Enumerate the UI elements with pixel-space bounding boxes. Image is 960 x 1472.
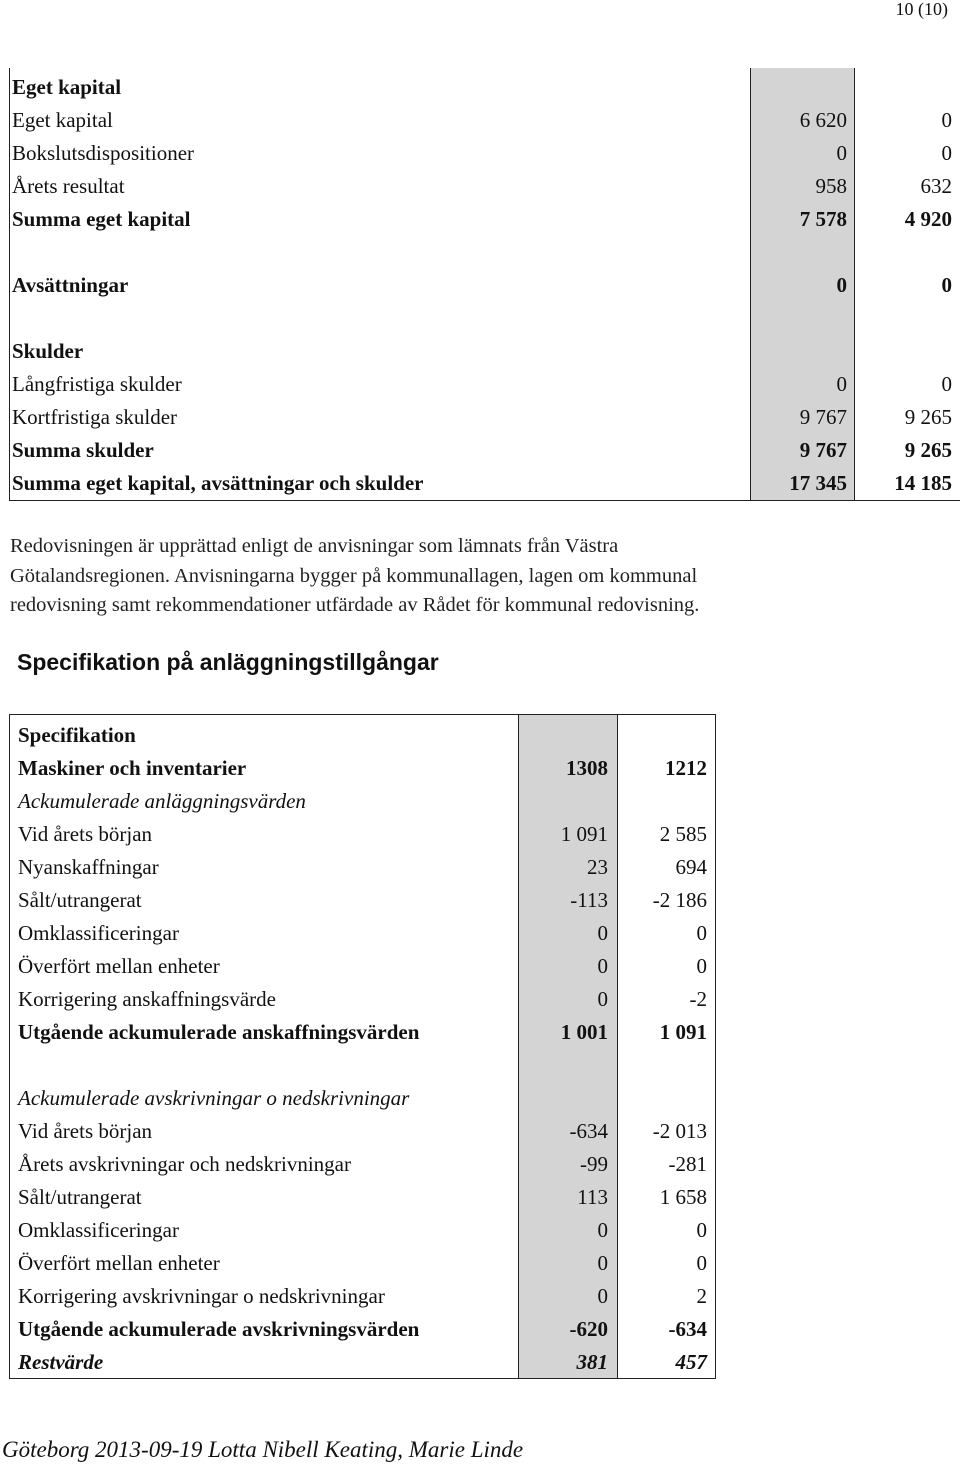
row-label: Ackumulerade avskrivningar o nedskrivningar <box>18 1086 410 1110</box>
section-heading: Specifikation på anläggningstillgångar <box>17 649 439 675</box>
previous-year-value: -634 <box>668 1317 707 1341</box>
current-year-value: 9 767 <box>799 438 847 462</box>
current-year-value: -99 <box>580 1152 608 1176</box>
previous-year-value: 9 265 <box>904 405 952 429</box>
previous-year-value: 0 <box>696 921 707 945</box>
signature-footer: Göteborg 2013-09-19 Lotta Nibell Keating, Marie Linde <box>2 1437 524 1462</box>
table-row <box>10 1049 715 1082</box>
row-label: Överfört mellan enheter <box>18 954 220 978</box>
table-row <box>10 1016 715 1049</box>
table-row <box>10 71 960 104</box>
previous-year-value: 0 <box>941 372 952 396</box>
table-row <box>10 917 715 950</box>
previous-year-value: 2 <box>696 1284 707 1308</box>
previous-year-value: 1 091 <box>659 1020 707 1044</box>
previous-year-value: -2 013 <box>652 1119 707 1143</box>
row-label: Bokslutsdispositioner <box>12 141 195 165</box>
table-row <box>10 170 960 203</box>
current-year-value: 1 001 <box>560 1020 608 1044</box>
current-year-value: 0 <box>597 954 608 978</box>
previous-year-value: 694 <box>675 855 707 879</box>
row-label: Årets resultat <box>12 174 125 198</box>
table-row <box>10 137 960 170</box>
table-row <box>10 851 715 884</box>
previous-year-value: 0 <box>941 108 952 132</box>
row-label: Summa eget kapital <box>12 207 191 231</box>
row-label: Summa skulder <box>12 438 154 462</box>
row-label: Kortfristiga skulder <box>12 405 178 429</box>
previous-year-value: 14 185 <box>894 471 952 495</box>
current-year-value: 0 <box>836 141 847 165</box>
current-year-value: 7 578 <box>799 207 847 231</box>
previous-year-value: 0 <box>696 954 707 978</box>
row-label: Utgående ackumulerade avskrivningsvärden <box>18 1317 420 1341</box>
table-row <box>10 1280 715 1313</box>
current-year-value: 0 <box>836 372 847 396</box>
table-row <box>10 1214 715 1247</box>
row-label: Långfristiga skulder <box>12 372 182 396</box>
table-row <box>10 467 960 500</box>
current-year-value: -634 <box>569 1119 608 1143</box>
table-row <box>10 203 960 236</box>
table-row <box>10 434 960 467</box>
previous-year-value: 4 920 <box>904 207 952 231</box>
previous-year-value: 0 <box>696 1251 707 1275</box>
current-year-value: 1308 <box>566 756 608 780</box>
table-row <box>10 719 715 752</box>
table-row <box>10 401 960 434</box>
current-year-value: 0 <box>836 273 847 297</box>
table-row <box>10 752 715 785</box>
table-row <box>10 950 715 983</box>
current-year-value: 1 091 <box>560 822 608 846</box>
current-year-value: -620 <box>569 1317 608 1341</box>
current-year-value: 113 <box>577 1185 608 1209</box>
row-label: Specifikation <box>18 723 136 747</box>
previous-year-value: 632 <box>920 174 952 198</box>
row-label: Överfört mellan enheter <box>18 1251 220 1275</box>
row-label: Summa eget kapital, avsättningar och skulder <box>12 471 424 495</box>
row-label: Vid årets början <box>18 1119 153 1143</box>
table-row <box>10 1181 715 1214</box>
row-label: Sålt/utrangerat <box>18 1185 142 1209</box>
table-row <box>10 269 960 302</box>
current-year-value: 0 <box>597 1218 608 1242</box>
previous-year-value: 457 <box>675 1350 707 1374</box>
current-year-value: 0 <box>597 921 608 945</box>
current-year-value: 6 620 <box>799 108 847 132</box>
previous-year-value: 1212 <box>665 756 707 780</box>
row-label: Ackumulerade anläggningsvärden <box>18 789 306 813</box>
note-line: redovisning samt rekommendationer utfärdade av Rådet för kommunal redovisning. <box>10 594 700 616</box>
current-year-value: -113 <box>570 888 608 912</box>
table-row <box>10 785 715 818</box>
row-label: Omklassificeringar <box>18 921 179 945</box>
page-number: 10 (10) <box>895 0 948 19</box>
row-label: Utgående ackumulerade anskaffningsvärden <box>18 1020 420 1044</box>
table-row <box>10 1148 715 1181</box>
table-row <box>10 1313 715 1346</box>
row-label: Eget kapital <box>12 75 122 99</box>
row-label: Vid årets början <box>18 822 153 846</box>
row-label: Omklassificeringar <box>18 1218 179 1242</box>
previous-year-value: 0 <box>941 273 952 297</box>
balance-table <box>9 68 960 501</box>
table-row <box>10 983 715 1016</box>
row-label: Eget kapital <box>12 108 113 132</box>
row-label: Avsättningar <box>12 273 129 297</box>
row-label: Årets avskrivningar och nedskrivningar <box>18 1152 351 1176</box>
current-year-value: 0 <box>597 1251 608 1275</box>
accounting-note <box>10 532 910 621</box>
current-year-value: 9 767 <box>799 405 847 429</box>
row-label: Sålt/utrangerat <box>18 888 142 912</box>
row-label: Korrigering anskaffningsvärde <box>18 987 276 1011</box>
table-row <box>10 335 960 368</box>
previous-year-value: 9 265 <box>904 438 952 462</box>
row-label: Nyanskaffningar <box>18 855 159 879</box>
row-label: Maskiner och inventarier <box>18 756 247 780</box>
previous-year-value: -2 186 <box>652 888 707 912</box>
previous-year-value: 2 585 <box>659 822 707 846</box>
previous-year-value: -2 <box>689 987 707 1011</box>
current-year-value: 0 <box>597 1284 608 1308</box>
row-label: Restvärde <box>18 1350 104 1374</box>
table-row <box>10 368 960 401</box>
table-row <box>10 1115 715 1148</box>
table-row <box>10 104 960 137</box>
current-year-value: 958 <box>815 174 847 198</box>
note-line: Götalandsregionen. Anvisningarna bygger på kommunallagen, lagen om kommunal <box>10 564 698 587</box>
previous-year-value: 1 658 <box>659 1185 707 1209</box>
table-row <box>10 1247 715 1280</box>
table-row <box>10 1082 715 1115</box>
current-year-value: 23 <box>587 855 608 879</box>
current-year-value: 0 <box>597 987 608 1011</box>
table-row <box>10 1346 715 1379</box>
table-row <box>10 818 715 851</box>
asset-specification-table <box>9 714 716 1379</box>
table-row <box>10 884 715 917</box>
previous-year-value: 0 <box>696 1218 707 1242</box>
row-label: Korrigering avskrivningar o nedskrivningar <box>18 1284 385 1308</box>
table-row <box>10 236 960 269</box>
current-year-value: 17 345 <box>789 471 847 495</box>
note-line: Redovisningen är upprättad enligt de anvisningar som lämnats från Västra <box>10 535 619 557</box>
table-row <box>10 302 960 335</box>
previous-year-value: 0 <box>941 141 952 165</box>
row-label: Skulder <box>12 339 84 363</box>
previous-year-value: -281 <box>668 1152 707 1176</box>
current-year-value: 381 <box>576 1350 608 1374</box>
